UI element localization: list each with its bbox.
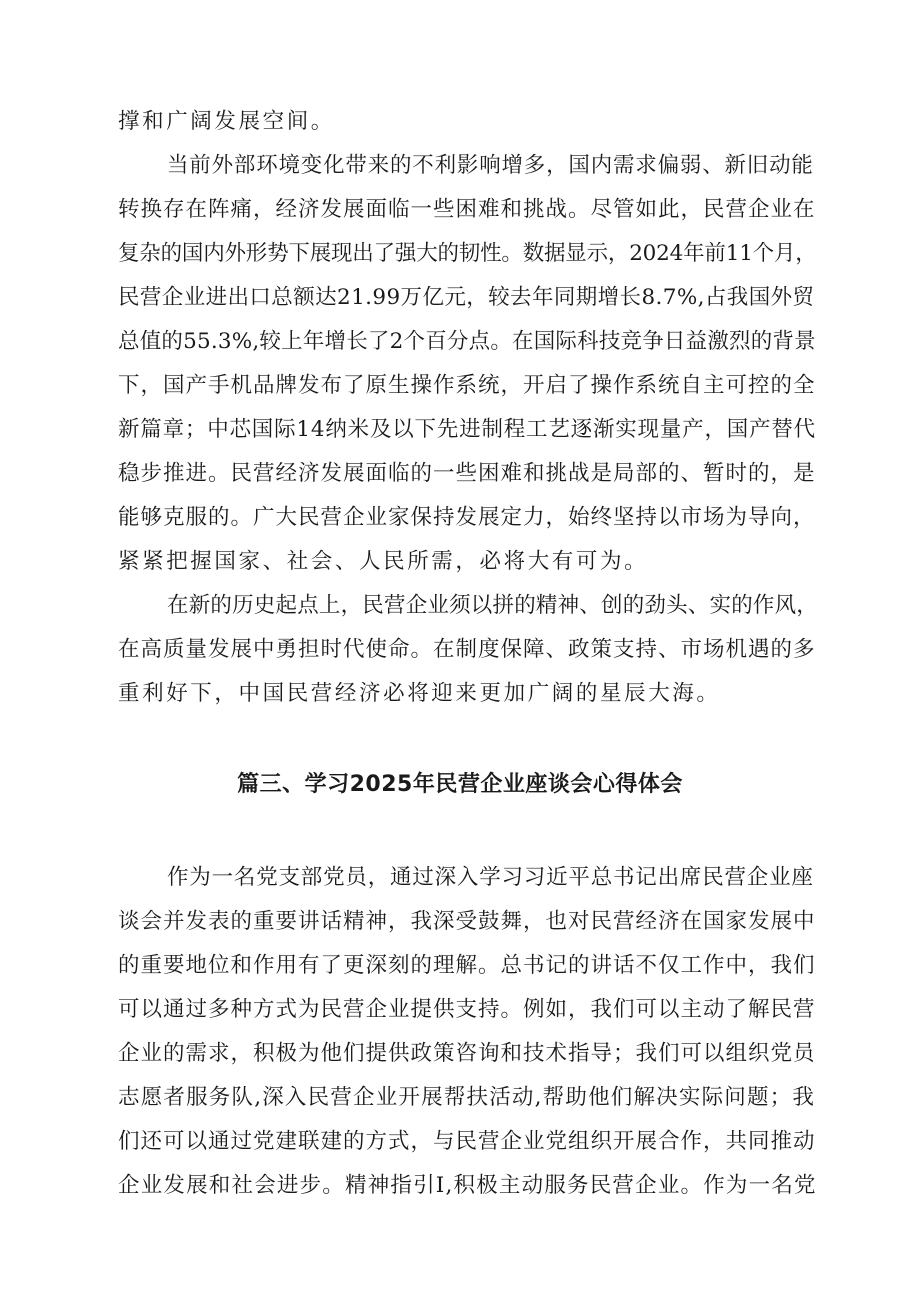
paragraph-line: 企业的需求，积极为他们提供政策咨询和技术指导；我们可以组织党员 xyxy=(118,1041,816,1066)
section-heading: 篇三、学习2025年民营企业座谈会心得体会 xyxy=(237,772,683,797)
paragraph-line: 们还可以通过党建联建的方式，与民营企业党组织开展合作，共同推动 xyxy=(118,1129,816,1154)
paragraph-line: 总值的55.3%,较上年增长了2个百分点。在国际科技竞争日益激烈的背景 xyxy=(118,329,816,354)
paragraph-line: 复杂的国内外形势下展现出了强大的韧性。数据显示，2024年前11个月， xyxy=(118,241,817,266)
paragraph-line: 稳步推进。民营经济发展面临的一些困难和挑战是局部的、暂时的，是 xyxy=(118,461,816,486)
paragraph-line: 作为一名党支部党员，通过深入学习习近平总书记出席民营企业座 xyxy=(167,865,814,890)
paragraph-line: 民营企业进出口总额达21.99万亿元，较去年同期增长8.7%,占我国外贸 xyxy=(118,285,815,310)
paragraph-line: 下，国产手机品牌发布了原生操作系统，开启了操作系统自主可控的全 xyxy=(118,373,816,398)
paragraph-line: 新篇章；中芯国际14纳米及以下先进制程工艺逐渐实现量产，国产替代 xyxy=(118,417,816,442)
paragraph-line: 志愿者服务队,深入民营企业开展帮扶活动,帮助他们解决实际问题；我 xyxy=(118,1085,816,1110)
paragraph-line: 当前外部环境变化带来的不利影响增多，国内需求偏弱、新旧动能 xyxy=(167,153,814,178)
paragraph-line: 可以通过多种方式为民营企业提供支持。例如，我们可以主动了解民营 xyxy=(118,997,816,1022)
paragraph-line: 撑和广阔发展空间。 xyxy=(118,109,335,134)
paragraph-line: 重利好下，中国民营经济必将迎来更加广阔的星辰大海。 xyxy=(118,681,721,706)
paragraph-line: 的重要地位和作用有了更深刻的理解。总书记的讲话不仅工作中，我们 xyxy=(118,953,816,978)
paragraph-line: 企业发展和社会进步。精神指引I,积极主动服务民营企业。作为一名党 xyxy=(118,1173,817,1198)
paragraph-line: 紧紧把握国家、社会、人民所需，必将大有可为。 xyxy=(118,549,649,574)
paragraph-line: 谈会并发表的重要讲话精神，我深受鼓舞，也对民营经济在国家发展中 xyxy=(118,909,816,934)
paragraph-line: 在新的历史起点上，民营企业须以拼的精神、创的劲头、实的作风， xyxy=(167,593,819,618)
paragraph-line: 在高质量发展中勇担时代使命。在制度保障、政策支持、市场机遇的多 xyxy=(118,637,816,662)
paragraph-line: 能够克服的。广大民营企业家保持发展定力，始终坚持以市场为导向， xyxy=(118,505,816,530)
paragraph-line: 转换存在阵痛，经济发展面临一些困难和挑战。尽管如此，民营企业在 xyxy=(118,197,816,222)
